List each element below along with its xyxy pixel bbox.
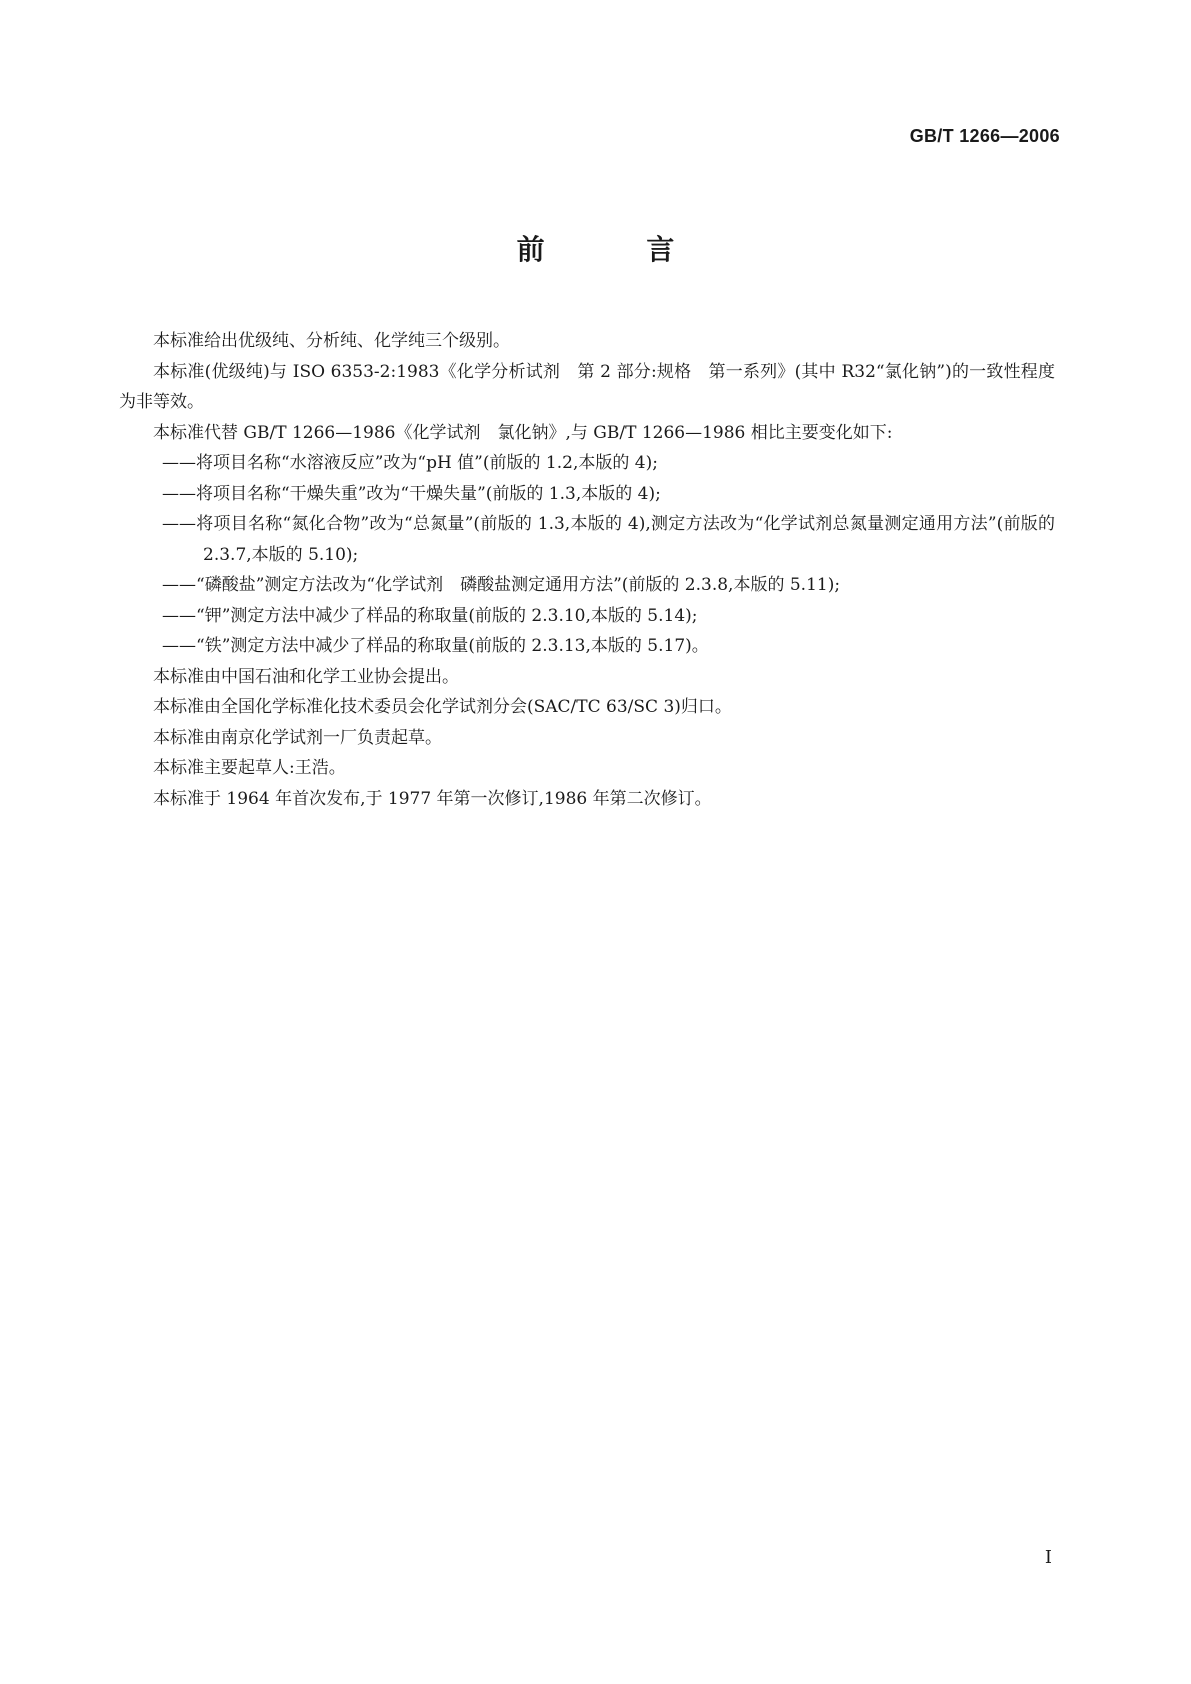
page-number: I [1044,1547,1052,1568]
change-item: ——“磷酸盐”测定方法改为“化学试剂 磷酸盐测定通用方法”(前版的 2.3.8,本版的 5.11); [162,575,841,595]
paragraph-grades: 本标准给出优级纯、分析纯、化学纯三个级别。 [153,331,510,351]
change-item: ——将项目名称“氮化合物”改为“总氮量”(前版的 1.3,本版的 4),测定方法改为“化学试剂总氮量测定通用方法”(前版的 2.3.7,本版的 5.10); [162,514,1055,565]
change-item: ——“铁”测定方法中减少了样品的称取量(前版的 2.3.13,本版的 5.17)。 [162,636,709,656]
page-title: 前 言 [516,233,721,266]
paragraph-main-drafter: 本标准主要起草人:王浩。 [153,758,346,778]
paragraph-history: 本标准于 1964 年首次发布,于 1977 年第一次修订,1986 年第二次修订。 [153,788,712,809]
change-item: ——将项目名称“水溶液反应”改为“pH 值”(前版的 1.2,本版的 4); [162,453,658,473]
standard-number: GB/T 1266—2006 [909,126,1060,146]
change-item: ——将项目名称“干燥失重”改为“干燥失量”(前版的 1.3,本版的 4); [162,483,661,504]
paragraph-under-jurisdiction: 本标准由全国化学标准化技术委员会化学试剂分会(SAC/TC 63/SC 3)归口。 [153,697,732,717]
change-item: ——“钾”测定方法中减少了样品的称取量(前版的 2.3.10,本版的 5.14); [162,605,698,626]
paragraph-drafted-by: 本标准由南京化学试剂一厂负责起草。 [153,727,442,748]
paragraph-iso-equivalence: 本标准(优级纯)与 ISO 6353-2:1983《化学分析试剂 第 2 部分:规格 第一系列》(其中 R32“氯化钠”)的一致性程度为非等效。 [119,361,1055,412]
paragraph-replaces: 本标准代替 GB/T 1266—1986《化学试剂 氯化钠》,与 GB/T 1266—1986 相比主要变化如下: [153,422,893,443]
preface-body [119,326,1055,814]
paragraph-proposed-by: 本标准由中国石油和化学工业协会提出。 [153,666,459,687]
